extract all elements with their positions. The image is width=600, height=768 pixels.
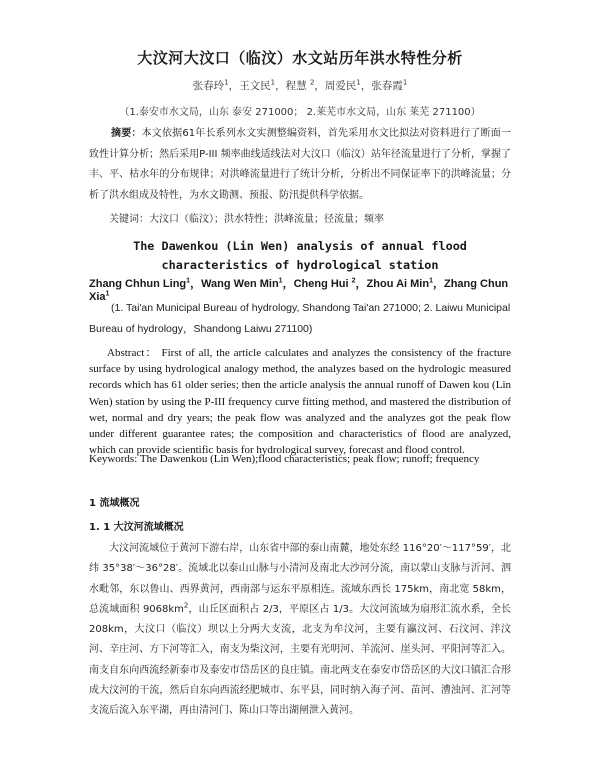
author-en: Zhou Ai Min$^1$， xyxy=(366,277,444,290)
abstract-cn xyxy=(89,124,511,206)
area-unit-superscript: 2 xyxy=(183,601,189,610)
keywords-en-text: The Dawenkou (Lin Wen);flood characteristics; peak flow; runoff; frequency xyxy=(139,453,480,465)
abstract-en-text: First of all, the article calculates and analyzes the consistency of the fracture surface by using hydrological analogy method, the analyzes based on the hydrologic measured records which has 61 older series; then the article analysis the annual runoff of Dawen kou (Lin Wen) station by using the P-III frequency curve fitting method, and mastered the distribution of wet, normal and dry years; the peak flow was analyzed and the analyzes got the peak flow under different guarantee rates; the composition and characteristics of flood are analyzed, which can provide scientific basis for hydrological survey, forecast and flood control. xyxy=(89,347,511,457)
section-heading-1: 1 流域概况 xyxy=(89,498,140,509)
keywords-cn-text: 大汶口（临汶）；洪水特性；洪峰流量；径流量；频率 xyxy=(149,214,384,225)
abstract-cn-label: 摘要： xyxy=(111,128,142,139)
body-text-part1: 大汶河流域位于黄河下游右岸，山东省中部的泰山南麓，地处东经 116°20′～117°59′，北纬 35°38′～36°28′。流域北以泰山山脉与小清河及南北大沙河分流，南以蒙山支脉与沂河、泗水毗邻，东以鲁山、西界黄河，西南部与运东平原相连。流域东西长 175km，南北宽 58km，总流域面积 9068km xyxy=(89,543,511,615)
body-text-part2: ，山丘区面积占 2/3，平原区占 1/3。大汶河流域为扇形汇流水系，全长 208km，大汶口（临汶）坝以上分两大支流，北支为牟汶河，主要有瀛汶河、石汶河、泮汶河、辛庄河、方下河等汇入，南支为柴汶河，主要有光明河、羊流河、崖头河、平阳河等汇入。南支自东向西流经新泰市及泰安市岱岳区的良庄镇。南北两支在泰安市岱岳区的大汶口镇汇合形成大汶河的干流，然后自东向西流经肥城市、东平县，同时纳入海子河、苗河、漕浊河、汇河等支流后流入东平湖，再由清河门、陈山口等出湖闸泄入黄河。 xyxy=(89,603,511,717)
author-en: Zhang Chun Xia$^1$ xyxy=(89,278,509,303)
author-list-cn xyxy=(0,78,600,93)
author-en: Zhang Chhun Ling$^1$， xyxy=(89,277,202,290)
author-en: Cheng Hui $^2$， xyxy=(293,277,367,290)
author-en: Wang Wen Min$^1$， xyxy=(201,277,294,290)
affiliations-en: (1. Tai'an Municipal Bureau of hydrology, Shandong Tai'an 271000; 2. Laiwu Municipal Bureau of hydrology，Shandong Laiwu 271100) xyxy=(89,302,511,335)
keywords-en xyxy=(89,453,511,465)
author-cn: 程慧 $^2$， xyxy=(285,78,325,92)
author-cn: 周爱民$^1$， xyxy=(324,78,372,92)
author-cn: 张春玲$^1$， xyxy=(192,78,240,92)
keywords-cn-label: 关键词： xyxy=(109,214,149,225)
affiliations-cn: （1.泰安市水文局，山东 泰安 271000； 2.莱芜市水文局，山东 莱芜 271100） xyxy=(119,107,481,118)
paper-title-en: The Dawenkou (Lin Wen) analysis of annual flood characteristics of hydrological station xyxy=(133,239,467,272)
keywords-cn xyxy=(109,210,511,231)
author-cn: 张春霞$^1$ xyxy=(371,78,408,92)
abstract-cn-text: 本文依据61年长系列水文实测整编资料，首先采用水文比拟法对资料进行了断面一致性计算分析；然后采用P-III 频率曲线适线法对大汶口（临汶）站年径流量进行了分析，掌握了丰、平、枯水年的分布规律；对洪峰流量进行了统计分析，分析出不同保证率下的洪峰流量；分析了洪水组成及特性，为水文勘测、预报、防汛提供科学依据。 xyxy=(89,128,511,201)
body-paragraph xyxy=(89,539,511,722)
keywords-en-label: Keywords: xyxy=(89,453,138,465)
abstract-en-label: Abstract： xyxy=(107,347,158,359)
paper-title-cn: 大汶河大汶口（临汶）水文站历年洪水特性分析 xyxy=(137,49,463,67)
section-heading-1-1: 1. 1 大汶河流域概况 xyxy=(89,522,184,533)
author-cn: 王文民$^1$， xyxy=(239,78,286,92)
abstract-en xyxy=(89,345,511,458)
